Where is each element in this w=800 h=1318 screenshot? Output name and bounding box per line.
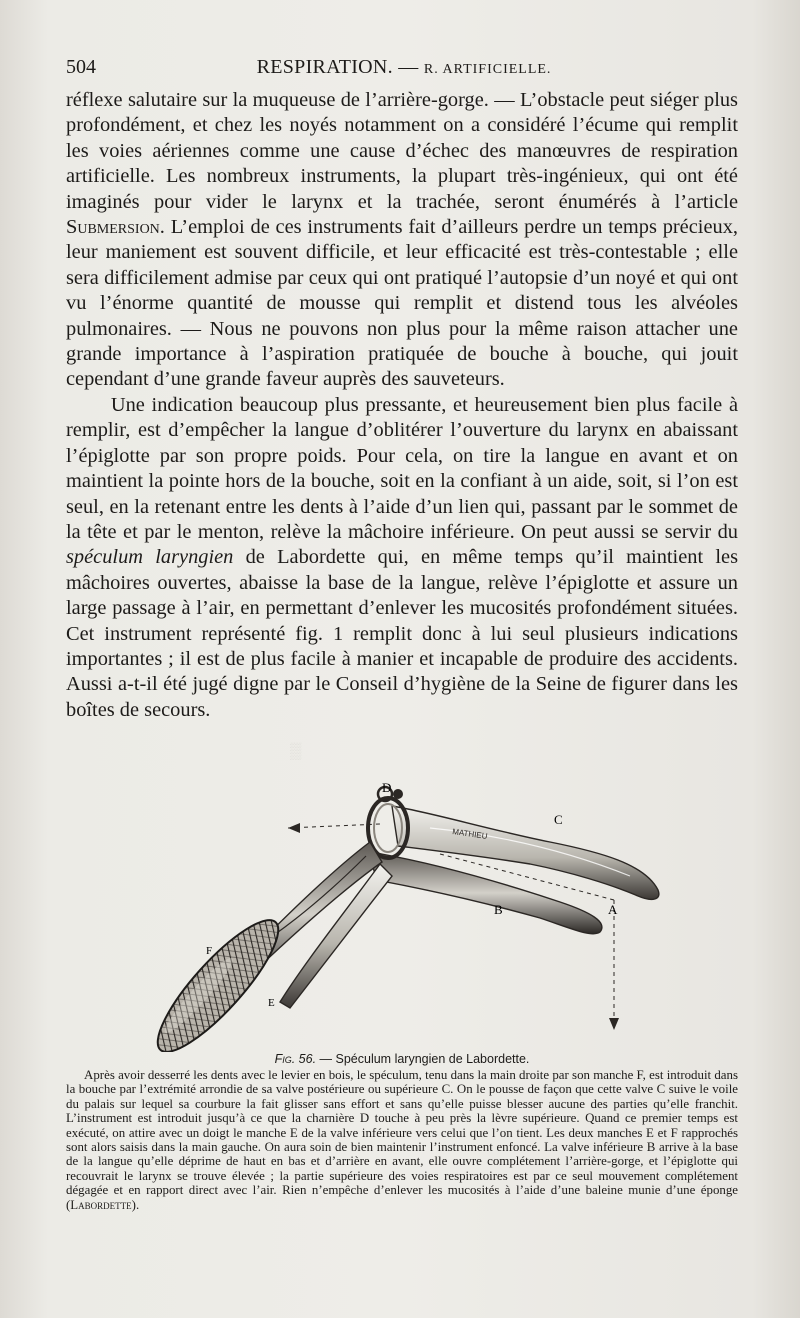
paragraph-1: [66, 88, 738, 393]
paragraph-2: [66, 393, 738, 723]
term-speculum-laryngien: spéculum laryngien: [66, 546, 234, 569]
paragraph-1-part-b: . L’emploi de ces instruments fait d’ailleurs perdre un temps précieux, leur maniement est souvent difficile, et leur efficacité est très-contestable ; elle sera difficilement admise par ceux qui ont pratiqué l’autopsie d’un noyé et qui ont vu l’énorme quantité de mousse qui remplit et distend tous les alvéoles pulmonaires. — Nous ne pouvons non plus pour la même raison attacher une grande importance à l’aspiration pratiquée de bouche à bouche, qui jouit cependant d’une grande faveur auprès des sauveteurs.: [66, 216, 738, 391]
legend-paragraph: [66, 1068, 738, 1212]
figure-title: — Spéculum laryngien de Labordette.: [316, 1052, 530, 1066]
label-f: F: [206, 945, 213, 957]
label-e: E: [268, 997, 275, 1009]
label-b: B: [494, 902, 503, 917]
running-head: RESPIRATION. — R. ARTIFICIELLE.: [256, 56, 552, 78]
speculum-illustration: [130, 772, 690, 1052]
paragraph-2-part-b: de Labordette qui, en même temps qu’il maintient les mâchoires ouvertes, abaisse la base de la langue, relève l’épiglotte et assure un large passage à l’air, en permettant d’enlever les mucosités profondément situées. Cet instrument représenté fig. 1 remplit donc à lui seul plusieurs indications importantes ; il est de plus facile à manier et incapable de produire des accidents. Aussi a-t-il été jugé digne par le Conseil d’hygiène de la Seine de figurer dans les boîtes de secours.: [66, 546, 738, 721]
paragraph-1-part-a: réflexe salutaire sur la muqueuse de l’arrière-gorge. — L’obstacle peut siéger plus profondément, et chez les noyés notamment on a considéré l’écume qui remplit les voies aériennes comme une cause d’échec des manœuvres de respiration artificielle. Les nombreux instruments, la plupart très-ingénieux, qui ont été imaginés pour vider le larynx et la trachée, seront énumérés à l’article: [66, 89, 738, 213]
running-head-main: RESPIRATION.: [256, 56, 393, 78]
show-through-texture: ▒: [290, 743, 302, 760]
figure-number: Fig. 56.: [274, 1052, 317, 1066]
main-text: [66, 88, 738, 723]
legend-text-b: ).: [131, 1197, 140, 1212]
paragraph-2-part-a: Une indication beaucoup plus pressante, et heureusement bien plus facile à remplir, est d’empêcher la langue d’oblitérer l’ouverture du larynx en abaissant l’épiglotte par son propre poids. Pour cela, on tire la langue en avant et on maintient la pointe hors de la bouche, soit en la confiant à un aide, soit, si l’on est seul, en la retenant entre les dents à l’aide d’un lien qui, passant par le sommet de la tête et par le menton, relève la mâchoire inférieure. On peut aussi se servir du: [66, 393, 738, 543]
cross-reference-submersion: Submersion: [66, 216, 160, 239]
label-c: C: [554, 812, 563, 827]
legend-author: Labordette: [70, 1197, 132, 1212]
figure-legend: [66, 1068, 738, 1212]
legend-text-a: Après avoir desserré les dents avec le levier en bois, le spéculum, tenu dans la main droite par son manche F, est introduit dans la bouche par l’extrémité arrondie de sa valve postérieure ou supérieure C. On le pousse de façon que cette valve C suive le voile du palais sur lequel sa courbure la fait glisser sans effort et sans qu’elle puisse blesser aucune des parties qu’elle franchit. L’instrument est introduit jusqu’à ce que la charnière D touche à peu près la lèvre supérieure. Quand ce premier temps est exécuté, on attire avec un doigt le manche E de la valve inférieure vers celui que l’on tient. Les deux manches E et F rapprochés sont alors saisis dans la main gauche. On aura soin de bien maintenir l’instrument enfoncé. La valve inférieure B arrive à la base de la langue qu’elle déprime de haut en bas et d’arrière en avant, elle ouvre complétement l’arrière-gorge, et l’épiglotte qui recouvrait le larynx se trouve élevée ; la partie supérieure des voies respiratoires est par ce seul mouvement complétement dégagée et en rapport direct avec l’air. Rien n’empêche d’enlever les mucosités à l’aide d’une baleine munie d’une éponge (: [66, 1068, 738, 1212]
label-a: A: [608, 902, 618, 917]
arrow-left-icon: [288, 823, 300, 833]
wooden-handle-f: [143, 906, 294, 1052]
figure-caption: [66, 1052, 738, 1066]
running-head-sub: R. ARTIFICIELLE.: [423, 62, 552, 77]
engraving-mathieu: MATHIEU: [451, 827, 489, 841]
label-d: D: [382, 780, 392, 795]
figure-speculum: [130, 772, 690, 1052]
page-header: [66, 56, 742, 82]
page-number: 504: [66, 56, 96, 78]
arrow-down-icon: [609, 1018, 619, 1030]
